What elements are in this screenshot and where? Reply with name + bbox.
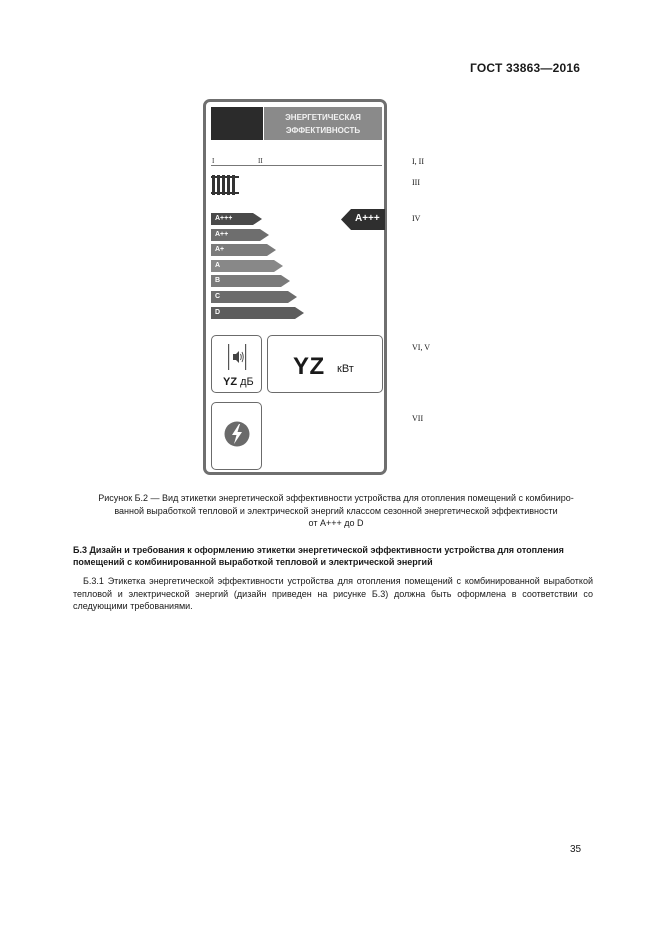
power-box bbox=[267, 335, 383, 393]
scale-label: D bbox=[215, 308, 221, 316]
label-roman-i: I bbox=[212, 157, 215, 165]
lightning-icon bbox=[224, 421, 250, 447]
scale-label: A bbox=[215, 261, 221, 269]
power-unit: кВт bbox=[337, 363, 354, 375]
section-heading: Б.3 Дизайн и требования к оформлению этикетки энергетической эффективности устройства для отопления помещений с комбинированной выработкой тепловой и электрической энергий bbox=[73, 545, 564, 567]
power-value: YZ bbox=[293, 353, 325, 380]
section-paragraph: Б.3.1 Этикетка энергетической эффективности устройства для отопления помещений с комбинированной выработкой тепловой и электрической энергий (дизайн приведен на рисунке Б.3) должна быть оформлена в соответствии со следующими требованиями. bbox=[73, 576, 593, 611]
scale-arrow bbox=[211, 307, 305, 319]
caption-line: от A+++ до D bbox=[308, 518, 364, 528]
scale-arrow bbox=[211, 260, 284, 272]
scale-label: C bbox=[215, 293, 221, 300]
scale-label: A++ bbox=[215, 230, 229, 238]
noise-level bbox=[223, 376, 254, 388]
label-title-line1: ЭНЕРГЕТИЧЕСКАЯ bbox=[285, 113, 361, 122]
label-title bbox=[264, 107, 382, 140]
document-code: ГОСТ 33863—2016 bbox=[470, 61, 581, 75]
marker-vi-v: VI, V bbox=[412, 343, 431, 352]
scale-label: A+ bbox=[215, 246, 225, 254]
scale-arrow bbox=[211, 275, 291, 287]
noise-value: YZ bbox=[223, 376, 238, 388]
energy-label bbox=[203, 99, 387, 475]
marker-vii: VII bbox=[412, 414, 424, 423]
marker-i-ii: I, II bbox=[412, 157, 424, 166]
marker-iv: IV bbox=[412, 214, 421, 223]
label-title-line2: ЭФФЕКТИВНОСТЬ bbox=[285, 126, 361, 135]
marker-iii: III bbox=[412, 178, 420, 187]
scale-label: A+++ bbox=[215, 215, 233, 222]
label-divider bbox=[211, 165, 382, 166]
noise-box bbox=[211, 335, 262, 393]
caption-line: ванной выработкой тепловой и электрической энергий классом сезонной энергетической эффективности bbox=[114, 505, 558, 516]
scale-arrow bbox=[211, 291, 298, 303]
speaker-icon bbox=[226, 344, 248, 370]
radiator-icon bbox=[211, 175, 239, 195]
noise-unit: дБ bbox=[240, 376, 254, 388]
caption-line: Рисунок Б.2 — Вид этикетки энергетической эффективности устройства для отопления помещений с комбиниро- bbox=[98, 493, 574, 503]
label-logo-block bbox=[211, 107, 263, 140]
label-roman-ii: II bbox=[258, 157, 263, 165]
scale-label: B bbox=[215, 277, 221, 285]
electricity-box bbox=[211, 402, 262, 470]
figure-caption bbox=[40, 492, 632, 530]
page-number: 35 bbox=[570, 844, 582, 855]
rating-class: A+++ bbox=[355, 213, 380, 224]
